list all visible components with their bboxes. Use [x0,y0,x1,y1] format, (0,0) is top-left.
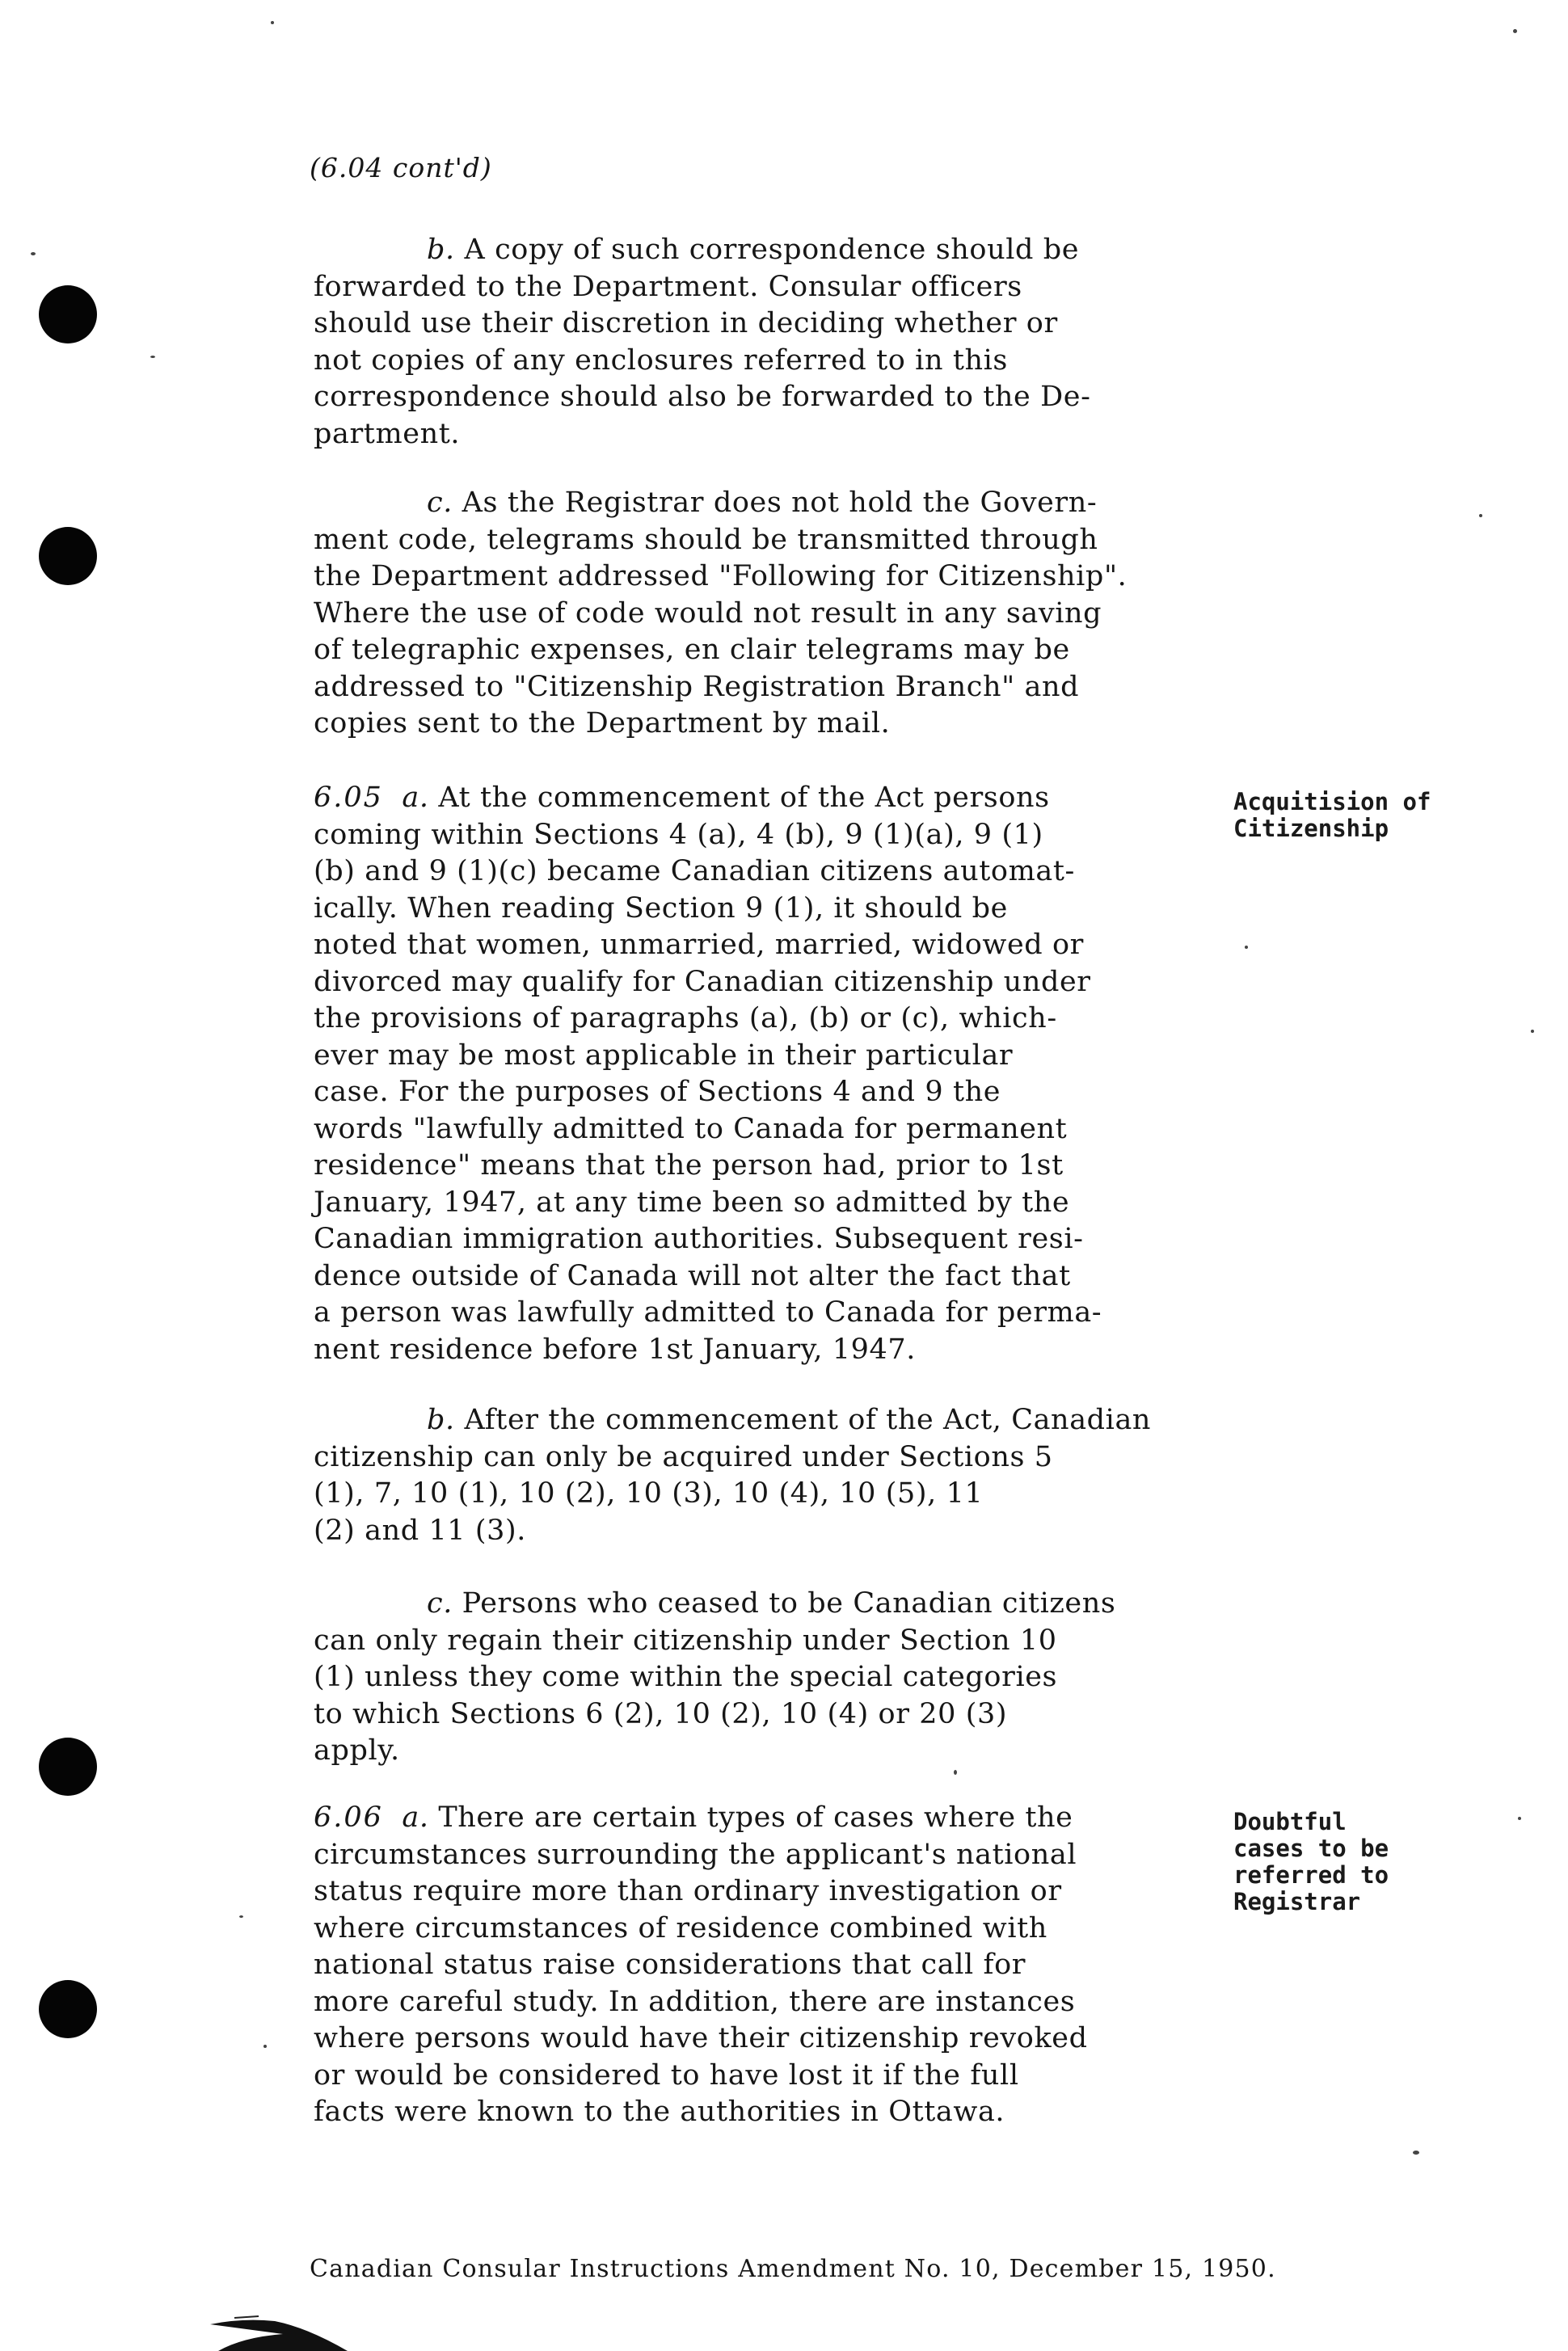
scan-edge-mark [186,2313,388,2351]
text-line: (1), 7, 10 (1), 10 (2), 10 (3), 10 (4), 10 (5), 11 [314,1477,984,1510]
text-line: a person was lawfully admitted to Canada for perma- [314,1296,1102,1329]
text-line: copies sent to the Department by mail. [314,707,891,739]
scan-speck [150,356,155,358]
section-number: 6.06 [314,1801,383,1834]
text-line: ment code, telegrams should be transmitted through [314,523,1098,556]
text-line: nent residence before 1st January, 1947. [314,1333,916,1366]
scan-speck [1518,1817,1521,1820]
punch-hole [39,285,97,343]
paragraph-605-c [314,1586,1200,1770]
paragraph-605-b [314,1402,1200,1549]
paragraph-604-b [314,232,1200,453]
text-line: c. Persons who ceased to be Canadian citizens [427,1587,1116,1620]
paragraph-marker: b. [427,234,455,266]
paragraph-marker: c. [427,487,453,519]
paragraph-marker: c. [427,1587,453,1620]
text-line: coming within Sections 4 (a), 4 (b), 9 (1)(a), 9 (1) [314,818,1043,851]
text-line: citizenship can only be acquired under Sections 5 [314,1440,1053,1473]
text-line: of telegraphic expenses, en clair telegrams may be [314,634,1070,666]
text-line: forwarded to the Department. Consular officers [314,270,1022,303]
text-line: 6.05 a. At the commencement of the Act persons [314,782,1050,814]
text-line: where persons would have their citizenship revoked [314,2022,1088,2054]
scan-speck [263,2045,267,2048]
scan-speck [1245,946,1248,949]
text-line: more careful study. In addition, there are instances [314,1985,1076,2018]
margin-note-acquisition [1233,789,1431,842]
text-line: ically. When reading Section 9 (1), it should be [314,891,1008,925]
scan-speck [1479,514,1482,517]
paragraph-marker: a. [402,1801,429,1834]
text-line: apply. [314,1734,400,1767]
punch-hole [39,1980,97,2038]
text-line: national status raise considerations that call for [314,1949,1026,1981]
paragraph-605-a [314,780,1200,1368]
text-line: not copies of any enclosures referred to in this [314,343,1008,377]
margin-note-line: Citizenship [1233,815,1389,842]
section-number: 6.05 [314,782,383,814]
text-line: case. For the purposes of Sections 4 and 9 the [314,1076,1001,1108]
paragraph-604-c [314,485,1200,743]
margin-note-line: Registrar [1233,1888,1361,1915]
text-line: c. As the Registrar does not hold the Govern- [427,487,1098,519]
text-line: the provisions of paragraphs (a), (b) or (c), which- [314,1002,1057,1034]
text-line: (b) and 9 (1)(c) became Canadian citizens automat- [314,855,1075,887]
text-line: dence outside of Canada will not alter the fact that [314,1259,1071,1292]
text-line: divorced may qualify for Canadian citizenship under [314,965,1091,998]
text-line: the Department addressed "Following for Citizenship". [314,560,1128,592]
margin-note-line: referred to [1233,1861,1389,1889]
scan-speck [271,21,274,24]
text-line: January, 1947, at any time been so admitted by the [314,1186,1070,1219]
margin-note-doubtful-cases [1233,1809,1389,1915]
margin-note-line: Doubtful [1233,1808,1347,1835]
paragraph-marker: b. [427,1404,455,1436]
text-line: status require more than ordinary investigation or [314,1875,1062,1907]
text-line: Where the use of code would not result in any saving [314,596,1102,630]
page-footer: Canadian Consular Instructions Amendment No. 10, December 15, 1950. [310,2255,1276,2283]
text-line: partment. [314,417,461,450]
text-line: words "lawfully admitted to Canada for permanent [314,1112,1068,1145]
text-line: residence" means that the person had, prior to 1st [314,1149,1064,1182]
text-line: ever may be most applicable in their particular [314,1039,1014,1072]
text-line: addressed to "Citizenship Registration Branch" and [314,670,1080,703]
scan-speck [1513,29,1517,33]
scan-speck [239,1915,243,1918]
text-line: correspondence should also be forwarded to the De- [314,381,1091,413]
text-line: (2) and 11 (3). [314,1514,527,1547]
scan-speck [954,1770,957,1775]
punch-hole [39,1738,97,1796]
paragraph-marker: a. [402,782,429,814]
scan-speck [31,252,36,255]
paragraph-606-a [314,1800,1200,2131]
text-line: noted that women, unmarried, married, widowed or [314,929,1084,961]
text-line: Canadian immigration authorities. Subsequent resi- [314,1223,1084,1255]
text-line: to which Sections 6 (2), 10 (2), 10 (4) or 20 (3) [314,1697,1008,1730]
text-line: (1) unless they come within the special categories [314,1661,1058,1693]
continuation-header: (6.04 cont'd) [310,152,492,183]
margin-note-line: Acquitision of [1233,788,1431,815]
text-line: where circumstances of residence combined with [314,1911,1047,1944]
scan-speck [1413,2151,1419,2155]
text-line: facts were known to the authorities in Ottawa. [314,2096,1005,2128]
text-line: b. A copy of such correspondence should be [427,234,1080,266]
text-line: b. After the commencement of the Act, Canadian [427,1404,1152,1436]
text-line: or would be considered to have lost it if the full [314,2058,1019,2092]
scan-speck [1531,1030,1534,1033]
text-line: should use their discretion in deciding whether or [314,307,1058,339]
text-line: circumstances surrounding the applicant's national [314,1838,1077,1871]
text-line: 6.06 a. There are certain types of cases where the [314,1801,1073,1834]
margin-note-line: cases to be [1233,1835,1389,1862]
punch-hole [39,527,97,585]
text-line: can only regain their citizenship under Section 10 [314,1624,1057,1657]
